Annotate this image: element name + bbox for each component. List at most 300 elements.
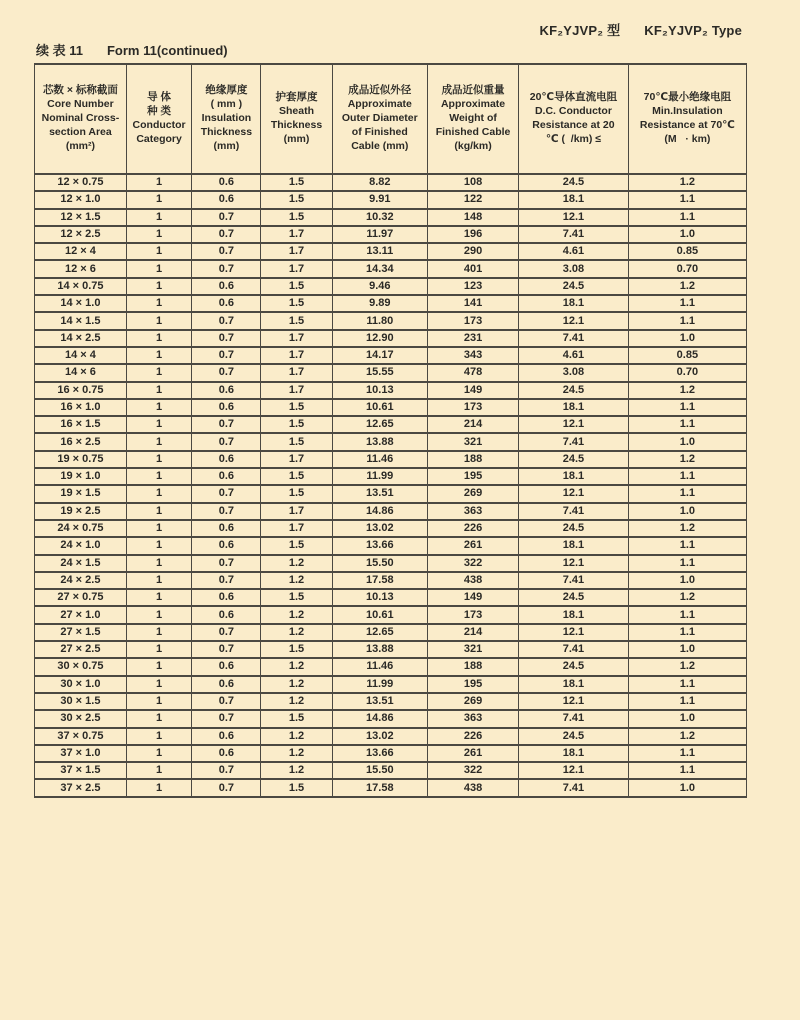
cell-insulation-thickness: 0.7 [192,693,261,710]
table-row [35,209,747,226]
table-row [35,762,747,779]
cell-min-insulation-resistance: 1.1 [628,745,746,762]
cell-dc-resistance: 24.5 [519,382,629,399]
table-row [35,572,747,589]
cell-outer-diameter: 12.65 [332,624,427,641]
cell-insulation-thickness: 0.6 [192,451,261,468]
table-row [35,330,747,347]
cell-min-insulation-resistance: 1.0 [628,226,746,243]
table-row [35,589,747,606]
cell-min-insulation-resistance: 1.1 [628,693,746,710]
cell-outer-diameter: 9.89 [332,295,427,312]
cell-sheath-thickness: 1.5 [261,779,332,796]
col-header-line: of Finished [351,125,408,138]
cell-min-insulation-resistance: 0.70 [628,364,746,381]
cell-insulation-thickness: 0.7 [192,503,261,520]
cell-core-size: 27 × 2.5 [35,641,127,658]
cell-insulation-thickness: 0.7 [192,485,261,502]
cell-weight: 321 [428,433,519,450]
cell-core-size: 12 × 1.0 [35,191,127,208]
cell-outer-diameter: 10.13 [332,382,427,399]
cell-core-size: 37 × 1.5 [35,762,127,779]
cell-weight: 321 [428,641,519,658]
cell-min-insulation-resistance: 1.1 [628,624,746,641]
cell-sheath-thickness: 1.2 [261,555,332,572]
cell-min-insulation-resistance: 1.0 [628,779,746,796]
col-header-line: 导 体 [147,91,172,104]
cell-weight: 478 [428,364,519,381]
cell-core-size: 14 × 1.0 [35,295,127,312]
cell-outer-diameter: 9.46 [332,278,427,295]
cell-outer-diameter: 11.97 [332,226,427,243]
cell-core-size: 24 × 0.75 [35,520,127,537]
cell-weight: 141 [428,295,519,312]
cell-min-insulation-resistance: 1.0 [628,503,746,520]
table-row [35,347,747,364]
cell-weight: 261 [428,537,519,554]
cell-min-insulation-resistance: 1.2 [628,382,746,399]
cell-outer-diameter: 15.50 [332,555,427,572]
table-row [35,174,747,191]
cell-outer-diameter: 13.88 [332,433,427,450]
cell-insulation-thickness: 0.6 [192,191,261,208]
cell-sheath-thickness: 1.5 [261,589,332,606]
cell-outer-diameter: 13.66 [332,745,427,762]
cell-insulation-thickness: 0.6 [192,382,261,399]
cell-dc-resistance: 7.41 [519,779,629,796]
cell-conductor-category: 1 [126,710,192,727]
table-row [35,658,747,675]
cell-dc-resistance: 12.1 [519,416,629,433]
table-row [35,606,747,623]
cell-conductor-category: 1 [126,606,192,623]
cell-sheath-thickness: 1.5 [261,174,332,191]
table-row [35,728,747,745]
cell-conductor-category: 1 [126,433,192,450]
cell-conductor-category: 1 [126,485,192,502]
col-header-line: Weight of [449,112,497,125]
col-header-line: Core Number [47,98,114,111]
cell-dc-resistance: 24.5 [519,278,629,295]
table-caption [36,40,228,59]
cell-sheath-thickness: 1.7 [261,520,332,537]
cell-insulation-thickness: 0.6 [192,745,261,762]
cell-insulation-thickness: 0.7 [192,762,261,779]
cell-insulation-thickness: 0.7 [192,779,261,796]
cell-insulation-thickness: 0.7 [192,243,261,260]
col-header-line: (M · km) [664,132,711,145]
cell-dc-resistance: 3.08 [519,364,629,381]
cell-min-insulation-resistance: 1.1 [628,676,746,693]
cell-weight: 195 [428,676,519,693]
cell-conductor-category: 1 [126,555,192,572]
cell-conductor-category: 1 [126,589,192,606]
cell-conductor-category: 1 [126,468,192,485]
cell-core-size: 14 × 1.5 [35,312,127,329]
cell-min-insulation-resistance: 1.1 [628,555,746,572]
cell-weight: 343 [428,347,519,364]
cell-outer-diameter: 13.88 [332,641,427,658]
cell-conductor-category: 1 [126,278,192,295]
col-header-line: Sheath [278,105,314,118]
cell-min-insulation-resistance: 1.1 [628,312,746,329]
cell-min-insulation-resistance: 1.2 [628,174,746,191]
col-header-line: 种 类 [147,105,172,118]
cell-conductor-category: 1 [126,624,192,641]
cell-outer-diameter: 10.61 [332,606,427,623]
cell-core-size: 24 × 2.5 [35,572,127,589]
cell-sheath-thickness: 1.5 [261,209,332,226]
cell-core-size: 16 × 2.5 [35,433,127,450]
cell-dc-resistance: 24.5 [519,589,629,606]
col-header-line: (mm²) [65,139,95,152]
col-header-core-size [35,64,127,174]
cell-dc-resistance: 12.1 [519,555,629,572]
cell-conductor-category: 1 [126,745,192,762]
cell-conductor-category: 1 [126,762,192,779]
col-header-line: 护套厚度 [275,91,318,104]
cell-insulation-thickness: 0.6 [192,520,261,537]
cable-type-en: KF₂YJVP₂ Type [644,23,742,38]
cell-sheath-thickness: 1.2 [261,606,332,623]
cell-weight: 226 [428,728,519,745]
cell-conductor-category: 1 [126,226,192,243]
cell-conductor-category: 1 [126,243,192,260]
cell-conductor-category: 1 [126,537,192,554]
cell-insulation-thickness: 0.7 [192,312,261,329]
col-header-min-insulation-resistance [628,64,746,174]
cell-conductor-category: 1 [126,312,192,329]
cell-core-size: 19 × 1.0 [35,468,127,485]
cell-outer-diameter: 10.13 [332,589,427,606]
cell-insulation-thickness: 0.6 [192,399,261,416]
cell-sheath-thickness: 1.5 [261,399,332,416]
col-header-line: Thickness [200,125,253,138]
cell-weight: 363 [428,503,519,520]
cell-dc-resistance: 7.41 [519,503,629,520]
table-row [35,191,747,208]
cell-dc-resistance: 18.1 [519,537,629,554]
cell-insulation-thickness: 0.7 [192,641,261,658]
cell-insulation-thickness: 0.7 [192,209,261,226]
col-header-line: ℃ ( /km) ≤ [545,132,602,145]
cell-conductor-category: 1 [126,728,192,745]
cell-outer-diameter: 15.50 [332,762,427,779]
cell-sheath-thickness: 1.2 [261,693,332,710]
header-row [35,64,747,174]
col-header-line: Category [136,132,182,145]
cell-core-size: 24 × 1.5 [35,555,127,572]
cell-conductor-category: 1 [126,347,192,364]
cell-weight: 322 [428,762,519,779]
cell-min-insulation-resistance: 1.0 [628,433,746,450]
cell-core-size: 19 × 2.5 [35,503,127,520]
cell-core-size: 12 × 4 [35,243,127,260]
cell-core-size: 19 × 0.75 [35,451,127,468]
cell-weight: 173 [428,312,519,329]
cell-conductor-category: 1 [126,209,192,226]
cell-weight: 269 [428,485,519,502]
table-row [35,312,747,329]
cell-sheath-thickness: 1.5 [261,641,332,658]
cell-outer-diameter: 9.91 [332,191,427,208]
cell-insulation-thickness: 0.6 [192,676,261,693]
cell-min-insulation-resistance: 1.1 [628,191,746,208]
col-header-line: 芯数 × 标称截面 [42,84,118,97]
cell-insulation-thickness: 0.7 [192,330,261,347]
cell-weight: 173 [428,606,519,623]
cell-weight: 214 [428,624,519,641]
cell-dc-resistance: 12.1 [519,312,629,329]
cell-dc-resistance: 24.5 [519,728,629,745]
cell-weight: 188 [428,658,519,675]
cell-conductor-category: 1 [126,399,192,416]
cell-min-insulation-resistance: 1.2 [628,658,746,675]
cell-sheath-thickness: 1.2 [261,572,332,589]
cell-insulation-thickness: 0.7 [192,364,261,381]
cell-weight: 122 [428,191,519,208]
cell-insulation-thickness: 0.6 [192,537,261,554]
cell-core-size: 37 × 1.0 [35,745,127,762]
table-row [35,555,747,572]
cell-core-size: 37 × 2.5 [35,779,127,796]
cell-weight: 149 [428,382,519,399]
cell-dc-resistance: 24.5 [519,174,629,191]
cell-insulation-thickness: 0.6 [192,278,261,295]
table-row [35,260,747,277]
cell-core-size: 30 × 2.5 [35,710,127,727]
cell-dc-resistance: 12.1 [519,624,629,641]
cell-sheath-thickness: 1.2 [261,728,332,745]
col-header-line: D.C. Conductor [534,105,612,118]
col-header-line: Nominal Cross- [41,112,120,125]
cell-outer-diameter: 15.55 [332,364,427,381]
cell-sheath-thickness: 1.2 [261,624,332,641]
cell-weight: 438 [428,779,519,796]
cell-sheath-thickness: 1.5 [261,416,332,433]
cell-sheath-thickness: 1.5 [261,468,332,485]
col-header-line: 20℃导体直流电阻 [529,91,618,104]
cell-weight: 123 [428,278,519,295]
cell-conductor-category: 1 [126,693,192,710]
cell-min-insulation-resistance: 1.1 [628,416,746,433]
cell-sheath-thickness: 1.5 [261,278,332,295]
cell-sheath-thickness: 1.2 [261,762,332,779]
cell-min-insulation-resistance: 1.2 [628,589,746,606]
col-header-line: 成品近似外径 [348,84,412,97]
cell-outer-diameter: 13.02 [332,520,427,537]
cell-conductor-category: 1 [126,260,192,277]
cell-core-size: 19 × 1.5 [35,485,127,502]
cell-min-insulation-resistance: 1.1 [628,762,746,779]
table-row [35,624,747,641]
cell-outer-diameter: 8.82 [332,174,427,191]
cell-dc-resistance: 7.41 [519,710,629,727]
cell-conductor-category: 1 [126,641,192,658]
cell-core-size: 24 × 1.0 [35,537,127,554]
table-row [35,295,747,312]
col-header-insulation-thickness [192,64,261,174]
cell-core-size: 30 × 1.5 [35,693,127,710]
table-caption-en: Form 11(continued) [106,43,228,58]
cell-dc-resistance: 18.1 [519,191,629,208]
table-row [35,278,747,295]
cell-sheath-thickness: 1.7 [261,260,332,277]
cell-min-insulation-resistance: 1.2 [628,728,746,745]
cell-insulation-thickness: 0.7 [192,433,261,450]
cell-weight: 363 [428,710,519,727]
cell-dc-resistance: 7.41 [519,572,629,589]
cell-outer-diameter: 11.46 [332,658,427,675]
table-row [35,468,747,485]
cell-min-insulation-resistance: 1.0 [628,641,746,658]
cell-min-insulation-resistance: 1.1 [628,209,746,226]
cell-core-size: 12 × 1.5 [35,209,127,226]
col-header-line: (mm) [213,139,240,152]
cell-weight: 149 [428,589,519,606]
cell-outer-diameter: 13.66 [332,537,427,554]
cell-core-size: 14 × 0.75 [35,278,127,295]
cell-outer-diameter: 13.51 [332,485,427,502]
cell-dc-resistance: 18.1 [519,295,629,312]
cell-conductor-category: 1 [126,364,192,381]
table-row [35,710,747,727]
cell-weight: 269 [428,693,519,710]
col-header-line: Approximate [440,98,506,111]
col-header-dc-resistance [519,64,629,174]
cell-dc-resistance: 3.08 [519,260,629,277]
cell-core-size: 12 × 2.5 [35,226,127,243]
col-header-sheath-thickness [261,64,332,174]
cell-core-size: 16 × 1.5 [35,416,127,433]
col-header-line: 绝缘厚度 [205,84,248,97]
cell-sheath-thickness: 1.5 [261,710,332,727]
cell-weight: 108 [428,174,519,191]
cell-insulation-thickness: 0.7 [192,710,261,727]
cell-core-size: 27 × 1.0 [35,606,127,623]
cell-core-size: 14 × 2.5 [35,330,127,347]
cell-insulation-thickness: 0.6 [192,174,261,191]
cell-core-size: 14 × 6 [35,364,127,381]
cell-outer-diameter: 13.02 [332,728,427,745]
cell-min-insulation-resistance: 1.0 [628,572,746,589]
table-row [35,451,747,468]
col-header-line: Cable (mm) [351,139,409,152]
col-header-line: ( mm ) [210,98,243,111]
cell-sheath-thickness: 1.7 [261,503,332,520]
cell-conductor-category: 1 [126,382,192,399]
col-header-line: Thickness [270,119,323,131]
cell-outer-diameter: 14.34 [332,260,427,277]
table-row [35,364,747,381]
table-row [35,243,747,260]
cell-sheath-thickness: 1.7 [261,226,332,243]
cell-core-size: 12 × 0.75 [35,174,127,191]
col-header-conductor-category [126,64,192,174]
cell-sheath-thickness: 1.7 [261,330,332,347]
cell-min-insulation-resistance: 0.85 [628,243,746,260]
cell-conductor-category: 1 [126,191,192,208]
cell-min-insulation-resistance: 1.2 [628,278,746,295]
cell-core-size: 14 × 4 [35,347,127,364]
cell-outer-diameter: 17.58 [332,572,427,589]
spec-table [34,63,747,798]
cell-dc-resistance: 24.5 [519,520,629,537]
cell-insulation-thickness: 0.7 [192,347,261,364]
col-header-line: Conductor [132,119,186,131]
cell-core-size: 37 × 0.75 [35,728,127,745]
cable-type-cn: KF₂YJVP₂ 型 [539,23,621,38]
cell-dc-resistance: 4.61 [519,243,629,260]
cell-core-size: 27 × 1.5 [35,624,127,641]
table-row [35,641,747,658]
table-row [35,693,747,710]
cell-sheath-thickness: 1.5 [261,295,332,312]
cell-min-insulation-resistance: 1.2 [628,520,746,537]
table-row [35,520,747,537]
cell-outer-diameter: 14.17 [332,347,427,364]
cell-dc-resistance: 12.1 [519,209,629,226]
col-header-line: Min.Insulation [652,105,723,118]
cell-min-insulation-resistance: 1.1 [628,295,746,312]
cell-sheath-thickness: 1.5 [261,433,332,450]
col-header-line: (kg/km) [454,139,492,152]
cell-insulation-thickness: 0.7 [192,572,261,589]
cell-dc-resistance: 4.61 [519,347,629,364]
cell-dc-resistance: 7.41 [519,330,629,347]
cell-core-size: 12 × 6 [35,260,127,277]
col-header-line: Outer Diameter [341,112,418,125]
table-row [35,745,747,762]
cell-dc-resistance: 7.41 [519,226,629,243]
table-row [35,779,747,796]
cell-conductor-category: 1 [126,416,192,433]
cell-min-insulation-resistance: 1.1 [628,468,746,485]
col-header-line: Finished Cable [435,125,511,138]
col-header-line: Resistance at 70℃ [639,119,735,131]
cell-conductor-category: 1 [126,779,192,796]
cell-outer-diameter: 11.99 [332,468,427,485]
cell-outer-diameter: 11.80 [332,312,427,329]
col-header-line: Resistance at 20 [532,119,615,131]
cell-sheath-thickness: 1.2 [261,676,332,693]
col-header-weight [428,64,519,174]
cell-dc-resistance: 18.1 [519,676,629,693]
cell-dc-resistance: 18.1 [519,468,629,485]
table-row [35,433,747,450]
cell-insulation-thickness: 0.6 [192,728,261,745]
cell-min-insulation-resistance: 0.85 [628,347,746,364]
cell-insulation-thickness: 0.7 [192,555,261,572]
cell-min-insulation-resistance: 1.1 [628,606,746,623]
cell-conductor-category: 1 [126,658,192,675]
col-header-line: 70℃最小绝缘电阻 [643,91,732,104]
table-row [35,382,747,399]
cell-insulation-thickness: 0.6 [192,589,261,606]
table-row [35,537,747,554]
cell-dc-resistance: 24.5 [519,451,629,468]
cell-weight: 195 [428,468,519,485]
cell-insulation-thickness: 0.6 [192,295,261,312]
cell-weight: 438 [428,572,519,589]
cell-outer-diameter: 17.58 [332,779,427,796]
cell-sheath-thickness: 1.7 [261,243,332,260]
col-header-line: 成品近似重量 [441,84,505,97]
table-row [35,503,747,520]
cell-weight: 322 [428,555,519,572]
cell-weight: 231 [428,330,519,347]
cell-weight: 214 [428,416,519,433]
